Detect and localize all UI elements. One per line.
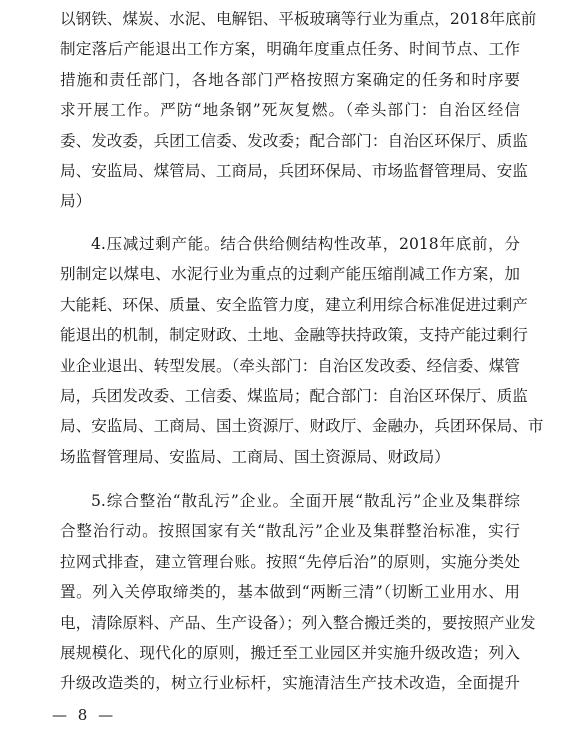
text-line: 能退出的机制，制定财政、土地、金融等扶持政策，支持产能过剩行 (60, 326, 528, 345)
text-line: 以钢铁、煤炭、水泥、电解铝、平板玻璃等行业为重点，2018年底前 (60, 10, 537, 28)
text-line: 局、安监局、工商局、国土资源厅、财政厅、金融办，兵团环保局、市 (60, 417, 544, 436)
text-line: 局，兵团发改委、工信委、煤监局；配合部门：自治区环保厅、质监 (60, 386, 528, 405)
text-line: 4.压减过剩产能。结合供给侧结构性改革，2018年底前，分 (91, 235, 520, 253)
text-line: 大能耗、环保、质量、安全监管力度，建立利用综合标准促进过剩产 (60, 295, 528, 314)
text-line: 展规模化、现代化的原则，搬迁至工业园区并实施升级改造；列入 (60, 643, 520, 662)
text-line: 置。列入关停取缔类的，基本做到“两断三清”（切断工业用水、用 (60, 583, 520, 602)
paragraph-scattered-polluting-enterprises (60, 486, 536, 699)
text-line: 局、安监局、煤管局、工商局，兵团环保局、市场监督管理局、安监 (60, 161, 528, 180)
text-line: 场监督管理局、安监局、工商局、国土资源局、财政局） (60, 447, 450, 466)
text-line: 制定落后产能退出工作方案，明确年度重点任务、时间节点、工作 (60, 40, 520, 59)
text-line: 措施和责任部门，各地各部门严格按照方案确定的任务和时序要 (60, 70, 520, 89)
text-line: 局） (60, 192, 92, 211)
text-line: 求开展工作。严防“地条钢”死灰复燃。（牵头部门：自治区经信 (60, 101, 520, 120)
text-line: 委、发改委，兵团工信委、发改委；配合部门：自治区环保厅、质监 (60, 131, 528, 150)
paragraph-backward-capacity-continued (60, 4, 537, 217)
text-line: 升级改造类的，树立行业标杆，实施清洁生产技术改造，全面提升 (60, 674, 520, 693)
paragraph-reduce-excess-capacity (60, 229, 544, 472)
text-line: 5.综合整治“散乱污”企业。全面开展“散乱污”企业及集群综 (91, 492, 520, 510)
text-line: 拉网式排查，建立管理台账。按照“先停后治”的原则，实施分类处 (60, 552, 520, 571)
text-line: 别制定以煤电、水泥行业为重点的过剩产能压缩削减工作方案，加 (60, 265, 520, 284)
text-line: 合整治行动。按照国家有关“散乱污”企业及集群整治标准，实行 (60, 522, 520, 541)
text-line: 电，清除原料、产品、生产设备）；列入整合搬迁类的，要按照产业发 (60, 613, 536, 632)
page-number: — 8 — (52, 706, 117, 724)
text-line: 业企业退出、转型发展。（牵头部门：自治区发改委、经信委、煤管 (60, 356, 521, 375)
